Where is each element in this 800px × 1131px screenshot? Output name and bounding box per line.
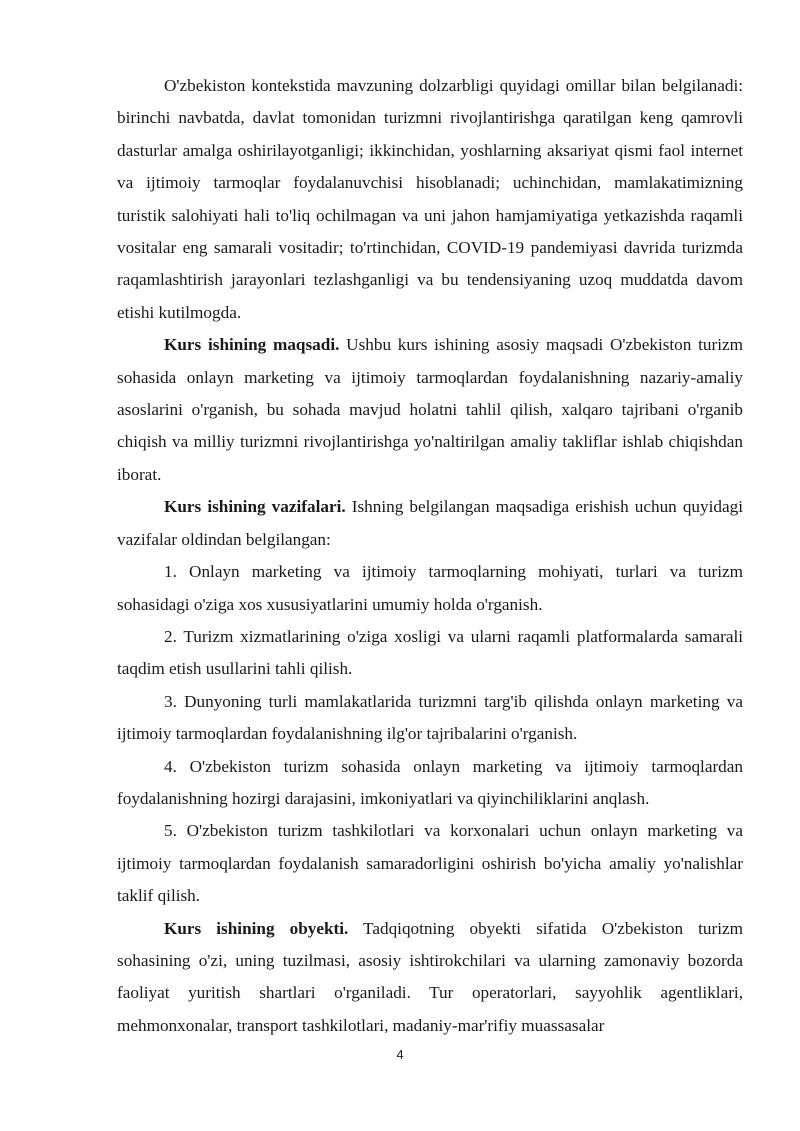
paragraph-lead: Kurs ishining obyekti. bbox=[164, 918, 349, 938]
paragraph-object bbox=[117, 913, 743, 1043]
paragraph-text: 5. O'zbekiston turizm tashkilotlari va korxonalari uchun onlayn marketing va ijtimoiy tarmoqlardan foydalanish samaradorligini oshirish bo'yicha amaliy yo'nalishlar taklif qilish. bbox=[117, 821, 743, 906]
paragraph-text: Tadqiqotning obyekti sifatida O'zbekiston turizm sohasining o'zi, uning tuzilmasi, asosiy ishtirokchilari va ularning zamonaviy bozorda faoliyat yuritish shartlari o'rganiladi. Tur operatorlari, sayyohlik agentliklari, mehmonxonalar, transport tashkilotlari, madaniy-mar'rifiy muassasalar bbox=[117, 918, 743, 1035]
paragraph-text: O'zbekiston kontekstida mavzuning dolzarbligi quyidagi omillar bilan belgilanadi: birinchi navbatda, davlat tomonidan turizmni rivojlantirishga qaratilgan keng qamrovli dasturlar amalga oshirilayotganligi; ikkinchidan, yoshlarning aksariyat qismi faol internet va ijtimoiy tarmoqlar foydalanuvchisi hisoblanadi; uchinchidan, mamlakatimizning turistik salohiyati hali to'liq ochilmagan va uni jahon hamjamiyatiga yetkazishda raqamli vositalar eng samarali vositadir; to'rtinchidan, COVID-19 pandemiyasi davrida turizmda raqamlashtirish jarayonlari tezlashganligi va bu tendensiyaning uzoq muddatda davom etishi kutilmogda. bbox=[117, 76, 743, 322]
paragraph-text: 4. O'zbekiston turizm sohasida onlayn marketing va ijtimoiy tarmoqlardan foydalanishning hozirgi darajasini, imkoniyatlari va qiyinchiliklarini anqlash. bbox=[117, 756, 743, 808]
paragraph-relevance bbox=[117, 70, 743, 329]
paragraph-tasks bbox=[117, 491, 743, 556]
paragraph-lead: Kurs ishining vazifalari. bbox=[164, 497, 346, 517]
document-body bbox=[117, 70, 743, 1042]
paragraph-text: Ushbu kurs ishining asosiy maqsadi O'zbekiston turizm sohasida onlayn marketing va ijtimoiy tarmoqlardan foydalanishning nazariy-amaliy asoslarini o'rganish, bu sohada mavjud holatni tahlil qilish, xalqaro tajribani o'rganib chiqish va milliy turizmni rivojlantirishga yo'naltirilgan amaliy takliflar ishlab chiqishdan iborat. bbox=[117, 335, 743, 484]
task-item-3 bbox=[117, 686, 743, 751]
paragraph-text: 1. Onlayn marketing va ijtimoiy tarmoqlarning mohiyati, turlari va turizm sohasidagi o'ziga xos xususiyatlarini umumiy holda o'rganish. bbox=[117, 562, 743, 614]
paragraph-goal bbox=[117, 329, 743, 491]
paragraph-text: 2. Turizm xizmatlarining o'ziga xosligi va ularni raqamli platformalarda samarali taqdim etish usullarini tahli qilish. bbox=[117, 626, 743, 679]
task-item-2 bbox=[117, 621, 743, 686]
page-number: 4 bbox=[396, 1047, 404, 1062]
paragraph-lead: Kurs ishining maqsadi. bbox=[164, 335, 340, 355]
task-item-1 bbox=[117, 556, 743, 621]
paragraph-text: Ishning belgilangan maqsadiga erishish uchun quyidagi vazifalar oldindan belgilangan: bbox=[117, 497, 743, 549]
task-item-5 bbox=[117, 815, 743, 912]
paragraph-text: 3. Dunyoning turli mamlakatlarida turizmni targ'ib qilishda onlayn marketing va ijtimoiy tarmoqlardan foydalanishning ilg'or tajribalarini o'rganish. bbox=[117, 691, 743, 744]
task-item-4 bbox=[117, 751, 743, 816]
